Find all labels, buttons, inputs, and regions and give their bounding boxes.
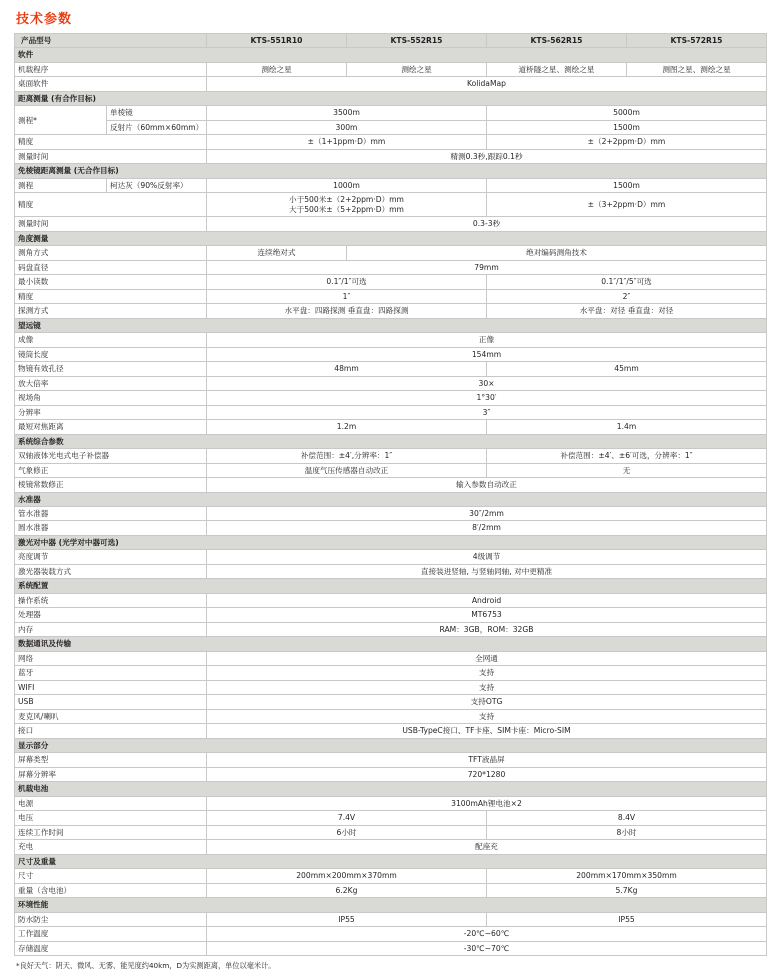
row-label: 视场角 <box>15 391 207 405</box>
row-label: 分辨率 <box>15 405 207 419</box>
row-value: 温度气压传感器自动改正 <box>207 463 487 477</box>
table-row <box>15 449 767 463</box>
row-value: KolidaMap <box>207 77 767 91</box>
table-row <box>15 106 767 120</box>
row-sublabel: 柯达灰（90%反射率） <box>107 178 207 192</box>
row-value: 8′/2mm <box>207 521 767 535</box>
table-row <box>15 564 767 578</box>
row-value: 48mm <box>207 362 487 376</box>
table-row <box>15 927 767 941</box>
row-label: 镜筒长度 <box>15 347 207 361</box>
section-title: 角度测量 <box>15 231 767 245</box>
row-value: 补偿范围：±4′、±6′可选，分辨率：1″ <box>487 449 767 463</box>
table-row <box>15 246 767 260</box>
row-value: 0.1″/1″/5″可选 <box>487 275 767 289</box>
section-header-row <box>15 782 767 796</box>
table-row <box>15 217 767 231</box>
row-label: 麦克风/喇叭 <box>15 709 207 723</box>
section-header-row <box>15 738 767 752</box>
table-row <box>15 62 767 76</box>
row-value: 4级调节 <box>207 550 767 564</box>
header-model-4: KTS-572R15 <box>627 34 767 48</box>
table-row <box>15 550 767 564</box>
row-value: MT6753 <box>207 608 767 622</box>
table-row <box>15 869 767 883</box>
row-label: 连续工作时间 <box>15 825 207 839</box>
table-row <box>15 883 767 897</box>
table-header-row <box>15 34 767 48</box>
table-body <box>15 34 767 956</box>
table-row <box>15 478 767 492</box>
row-label: 充电 <box>15 840 207 854</box>
row-label: 屏幕类型 <box>15 753 207 767</box>
row-label: 防水防尘 <box>15 912 207 926</box>
row-value: Android <box>207 593 767 607</box>
section-header-row <box>15 854 767 868</box>
section-header-row <box>15 637 767 651</box>
section-title: 望远镜 <box>15 318 767 332</box>
row-value: 79mm <box>207 260 767 274</box>
section-header-row <box>15 164 767 178</box>
row-label: USB <box>15 695 207 709</box>
row-value: 2″ <box>487 289 767 303</box>
row-label: 测量时间 <box>15 149 207 163</box>
row-value: 补偿范围：±4′,分辨率：1″ <box>207 449 487 463</box>
section-title: 尺寸及重量 <box>15 854 767 868</box>
row-label: 处理器 <box>15 608 207 622</box>
table-row <box>15 149 767 163</box>
table-row <box>15 347 767 361</box>
table-row <box>15 593 767 607</box>
row-label: 重量（含电池） <box>15 883 207 897</box>
table-row <box>15 811 767 825</box>
row-value: 无 <box>487 463 767 477</box>
row-value: 45mm <box>487 362 767 376</box>
row-label: 圆水准器 <box>15 521 207 535</box>
row-label: 内存 <box>15 622 207 636</box>
table-row <box>15 333 767 347</box>
row-value: -20℃~60℃ <box>207 927 767 941</box>
row-value: 正像 <box>207 333 767 347</box>
table-row <box>15 796 767 810</box>
section-title: 激光对中器 (光学对中器可选) <box>15 535 767 549</box>
row-value: RAM：3GB，ROM：32GB <box>207 622 767 636</box>
table-row <box>15 463 767 477</box>
row-value: 30× <box>207 376 767 390</box>
section-title: 显示部分 <box>15 738 767 752</box>
row-label: 接口 <box>15 724 207 738</box>
header-label: 产品型号 <box>15 34 207 48</box>
row-label: 测程* <box>15 106 107 135</box>
row-label: 工作温度 <box>15 927 207 941</box>
table-row <box>15 376 767 390</box>
table-row <box>15 767 767 781</box>
section-title: 机载电池 <box>15 782 767 796</box>
row-value: 支持OTG <box>207 695 767 709</box>
row-value: 配座充 <box>207 840 767 854</box>
section-header-row <box>15 91 767 105</box>
table-row <box>15 622 767 636</box>
section-title: 免棱镜距离测量 (无合作目标) <box>15 164 767 178</box>
row-label: 电压 <box>15 811 207 825</box>
section-title: 数据通讯及传输 <box>15 637 767 651</box>
row-label: 管水准器 <box>15 506 207 520</box>
row-label: 亮度调节 <box>15 550 207 564</box>
header-model-3: KTS-562R15 <box>487 34 627 48</box>
table-row <box>15 651 767 665</box>
row-value: 1500m <box>487 120 767 134</box>
section-header-row <box>15 48 767 62</box>
table-row <box>15 193 767 217</box>
row-value: USB-TypeC接口、TF卡座、SIM卡座：Micro-SIM <box>207 724 767 738</box>
table-row <box>15 912 767 926</box>
table-row <box>15 289 767 303</box>
section-title: 环境性能 <box>15 898 767 912</box>
section-header-row <box>15 579 767 593</box>
row-value: 1.2m <box>207 420 487 434</box>
row-value: 输入参数自动改正 <box>207 478 767 492</box>
row-value: ±（2+2ppm·D）mm <box>487 135 767 149</box>
table-row <box>15 304 767 318</box>
row-value: 8.4V <box>487 811 767 825</box>
row-label: 屏幕分辨率 <box>15 767 207 781</box>
row-value: 连续绝对式 <box>207 246 347 260</box>
table-row <box>15 680 767 694</box>
row-value: 支持 <box>207 680 767 694</box>
row-value: 水平盘：对径 垂直盘：对径 <box>487 304 767 318</box>
row-sublabel: 反射片（60mm×60mm） <box>107 120 207 134</box>
row-value: 精测0.3秒,跟踪0.1秒 <box>207 149 767 163</box>
row-label: 网络 <box>15 651 207 665</box>
row-label: 码盘直径 <box>15 260 207 274</box>
section-title: 系统综合参数 <box>15 434 767 448</box>
row-label: 测量时间 <box>15 217 207 231</box>
table-row <box>15 77 767 91</box>
row-value: 绝对编码测角技术 <box>347 246 767 260</box>
row-label: 蓝牙 <box>15 666 207 680</box>
row-label: 棱镜常数修正 <box>15 478 207 492</box>
table-row <box>15 391 767 405</box>
section-header-row <box>15 535 767 549</box>
row-value: 6小时 <box>207 825 487 839</box>
row-value: 道桥隧之星、测绘之星 <box>487 62 627 76</box>
row-label: 操作系统 <box>15 593 207 607</box>
row-value: 测绘之星 <box>207 62 347 76</box>
row-value: 6.2Kg <box>207 883 487 897</box>
row-value: 1″ <box>207 289 487 303</box>
row-value: 3500m <box>207 106 487 120</box>
table-row <box>15 666 767 680</box>
section-header-row <box>15 434 767 448</box>
row-label: 气象修正 <box>15 463 207 477</box>
row-value: 200mm×200mm×370mm <box>207 869 487 883</box>
table-row <box>15 941 767 955</box>
row-label: 物镜有效孔径 <box>15 362 207 376</box>
table-row <box>15 724 767 738</box>
table-row <box>15 178 767 192</box>
row-value: 水平盘：四路探测 垂直盘：四路探测 <box>207 304 487 318</box>
table-row <box>15 260 767 274</box>
table-row <box>15 825 767 839</box>
row-value: 全网通 <box>207 651 767 665</box>
row-label: 成像 <box>15 333 207 347</box>
row-label: 激光器装载方式 <box>15 564 207 578</box>
row-label: 最小读数 <box>15 275 207 289</box>
row-value: -30℃~70℃ <box>207 941 767 955</box>
row-label: 精度 <box>15 193 207 217</box>
row-value: 3″ <box>207 405 767 419</box>
table-row <box>15 405 767 419</box>
row-value: 5.7Kg <box>487 883 767 897</box>
row-value: 直接装进竖轴, 与竖轴同轴, 对中更精准 <box>207 564 767 578</box>
row-label: 桌面软件 <box>15 77 207 91</box>
table-row <box>15 709 767 723</box>
row-value: IP55 <box>487 912 767 926</box>
row-value: 1000m <box>207 178 487 192</box>
table-row <box>15 420 767 434</box>
section-title: 距离测量 (有合作目标) <box>15 91 767 105</box>
row-label: 存储温度 <box>15 941 207 955</box>
header-model-2: KTS-552R15 <box>347 34 487 48</box>
row-value: 测绘之星 <box>347 62 487 76</box>
page-title: 技术参数 <box>16 12 73 27</box>
table-row <box>15 608 767 622</box>
table-row <box>15 695 767 709</box>
row-label: 最短对焦距离 <box>15 420 207 434</box>
row-value: 测图之星、测绘之星 <box>627 62 767 76</box>
row-value: 200mm×170mm×350mm <box>487 869 767 883</box>
table-row <box>15 753 767 767</box>
table-row <box>15 506 767 520</box>
row-label: 探测方式 <box>15 304 207 318</box>
table-row <box>15 135 767 149</box>
row-value: 0.3-3秒 <box>207 217 767 231</box>
row-value: 300m <box>207 120 487 134</box>
row-value: 720*1280 <box>207 767 767 781</box>
row-label: 双轴液体光电式电子补偿器 <box>15 449 207 463</box>
row-value: ±（1+1ppm·D）mm <box>207 135 487 149</box>
section-header-row <box>15 318 767 332</box>
row-value: 1500m <box>487 178 767 192</box>
row-value: 30″/2mm <box>207 506 767 520</box>
row-label: 测程 <box>15 178 107 192</box>
table-row <box>15 840 767 854</box>
section-header-row <box>15 492 767 506</box>
row-label: 尺寸 <box>15 869 207 883</box>
row-value: 小于500米±（2+2ppm·D）mm 大于500米±（5+2ppm·D）mm <box>207 193 487 217</box>
row-label: 精度 <box>15 135 207 149</box>
row-value: 1°30′ <box>207 391 767 405</box>
row-value: 7.4V <box>207 811 487 825</box>
row-label: WIFI <box>15 680 207 694</box>
row-value: TFT液晶屏 <box>207 753 767 767</box>
row-value: 1.4m <box>487 420 767 434</box>
row-label: 机载程序 <box>15 62 207 76</box>
row-label: 测角方式 <box>15 246 207 260</box>
row-value: 支持 <box>207 666 767 680</box>
row-value: ±（3+2ppm·D）mm <box>487 193 767 217</box>
table-row <box>15 275 767 289</box>
row-label: 精度 <box>15 289 207 303</box>
section-title: 系统配置 <box>15 579 767 593</box>
section-header-row <box>15 231 767 245</box>
section-title: 水准器 <box>15 492 767 506</box>
row-label: 放大倍率 <box>15 376 207 390</box>
header-model-1: KTS-551R10 <box>207 34 347 48</box>
footnote: *良好天气：阴天、微风、无雾、能见度约40km，D为实测距离，单位以毫米计。 <box>16 961 276 970</box>
row-sublabel: 单棱镜 <box>107 106 207 120</box>
table-row <box>15 521 767 535</box>
row-value: 8小时 <box>487 825 767 839</box>
section-header-row <box>15 898 767 912</box>
table-row <box>15 362 767 376</box>
row-value: 支持 <box>207 709 767 723</box>
row-value: IP55 <box>207 912 487 926</box>
row-value: 5000m <box>487 106 767 120</box>
table-row <box>15 120 767 134</box>
row-value: 154mm <box>207 347 767 361</box>
section-title: 软件 <box>15 48 767 62</box>
row-label: 电源 <box>15 796 207 810</box>
specifications-table <box>14 33 767 956</box>
row-value: 3100mAh锂电池×2 <box>207 796 767 810</box>
row-value: 0.1″/1″可选 <box>207 275 487 289</box>
